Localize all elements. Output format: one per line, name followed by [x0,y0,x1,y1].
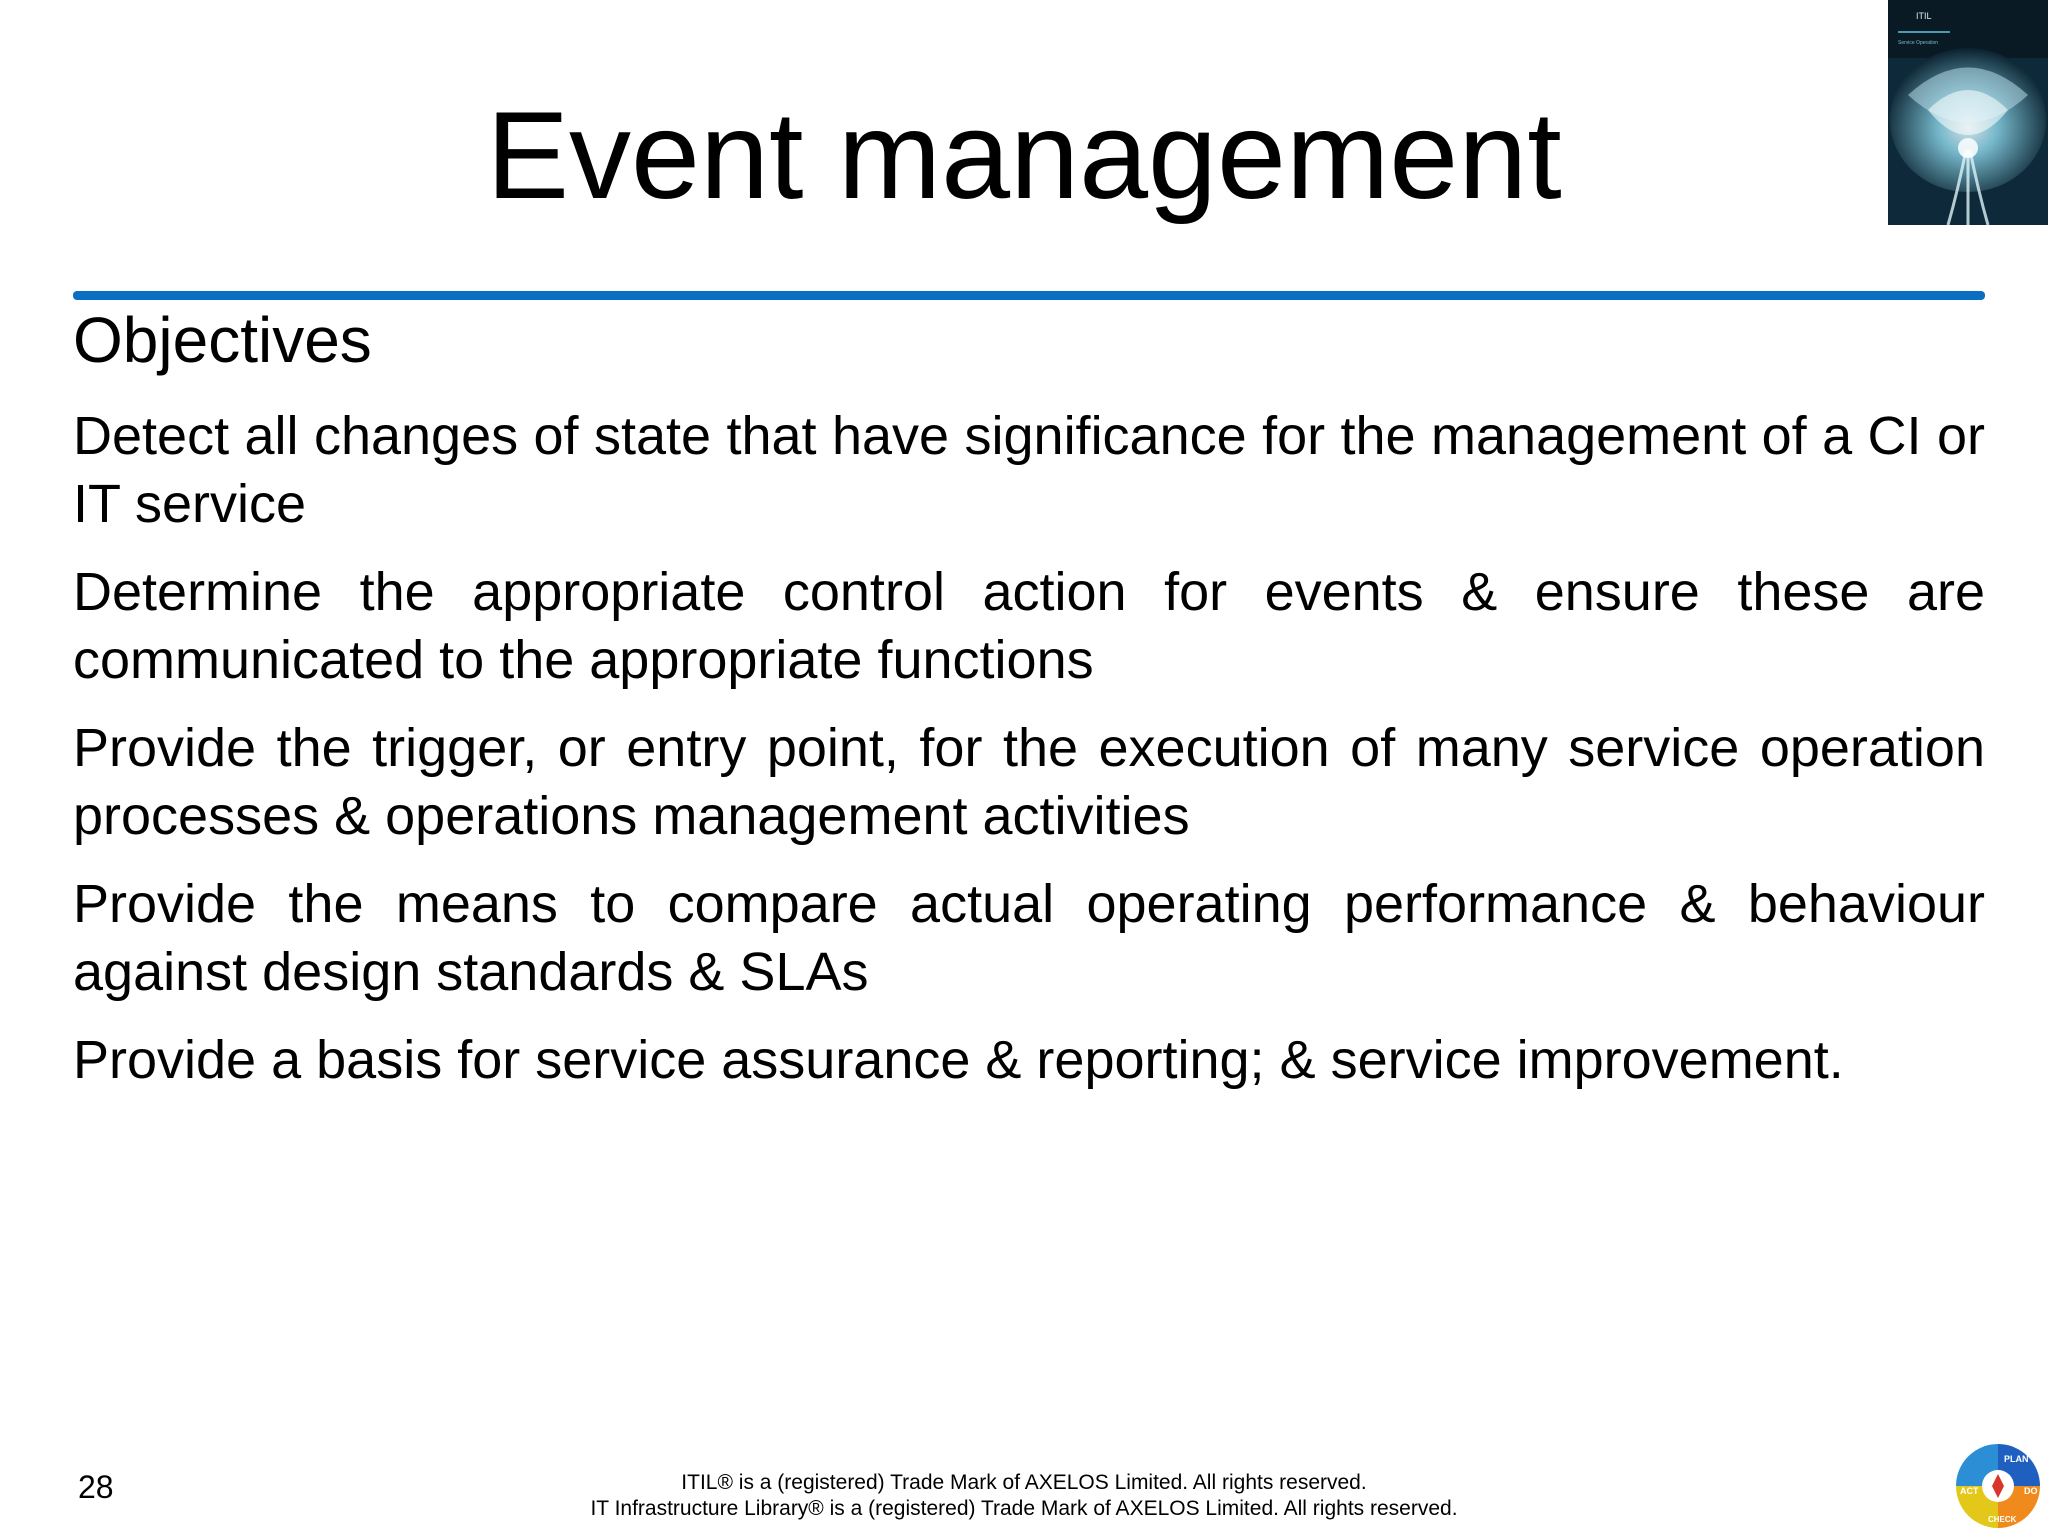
objective-item: Determine the appropriate control action for events & ensure these are communicated to the appropriate functions [73,562,1985,690]
itil-book-cover-icon [1888,0,2048,225]
slide-title: Event management [486,87,1562,225]
objective-item: Provide a basis for service assurance & reporting; & service improvement. [73,1030,1844,1090]
title-divider [73,291,1985,300]
objectives-list [73,402,1985,1114]
cover-brand-label: ITIL [1916,11,1932,21]
cycle-label-do: DO [2024,1486,2038,1496]
plan-do-check-act-cycle-icon [1948,1436,2048,1536]
objective-item: Provide the means to compare actual operating performance & behaviour against design standards & SLAs [73,874,1985,1002]
cycle-label-act: ACT [1960,1486,1979,1496]
objectives-heading: Objectives [73,304,372,376]
trademark-line-itil: ITIL® is a (registered) Trade Mark of AXELOS Limited. All rights reserved. [681,1471,1367,1494]
objective-item: Detect all changes of state that have significance for the management of a CI or IT service [73,406,1985,534]
objective-item: Provide the trigger, or entry point, for the execution of many service operation processes & operations management activities [73,718,1985,846]
trademark-line-library: IT Infrastructure Library® is a (registered) Trade Mark of AXELOS Limited. All rights reserved. [590,1497,1458,1520]
trademark-notice [400,1470,1648,1522]
cycle-label-plan: PLAN [2004,1454,2029,1464]
page-number: 28 [78,1469,114,1505]
cover-book-label: Service Operation [1898,40,1939,46]
cycle-label-check: CHECK [1988,1515,2017,1524]
